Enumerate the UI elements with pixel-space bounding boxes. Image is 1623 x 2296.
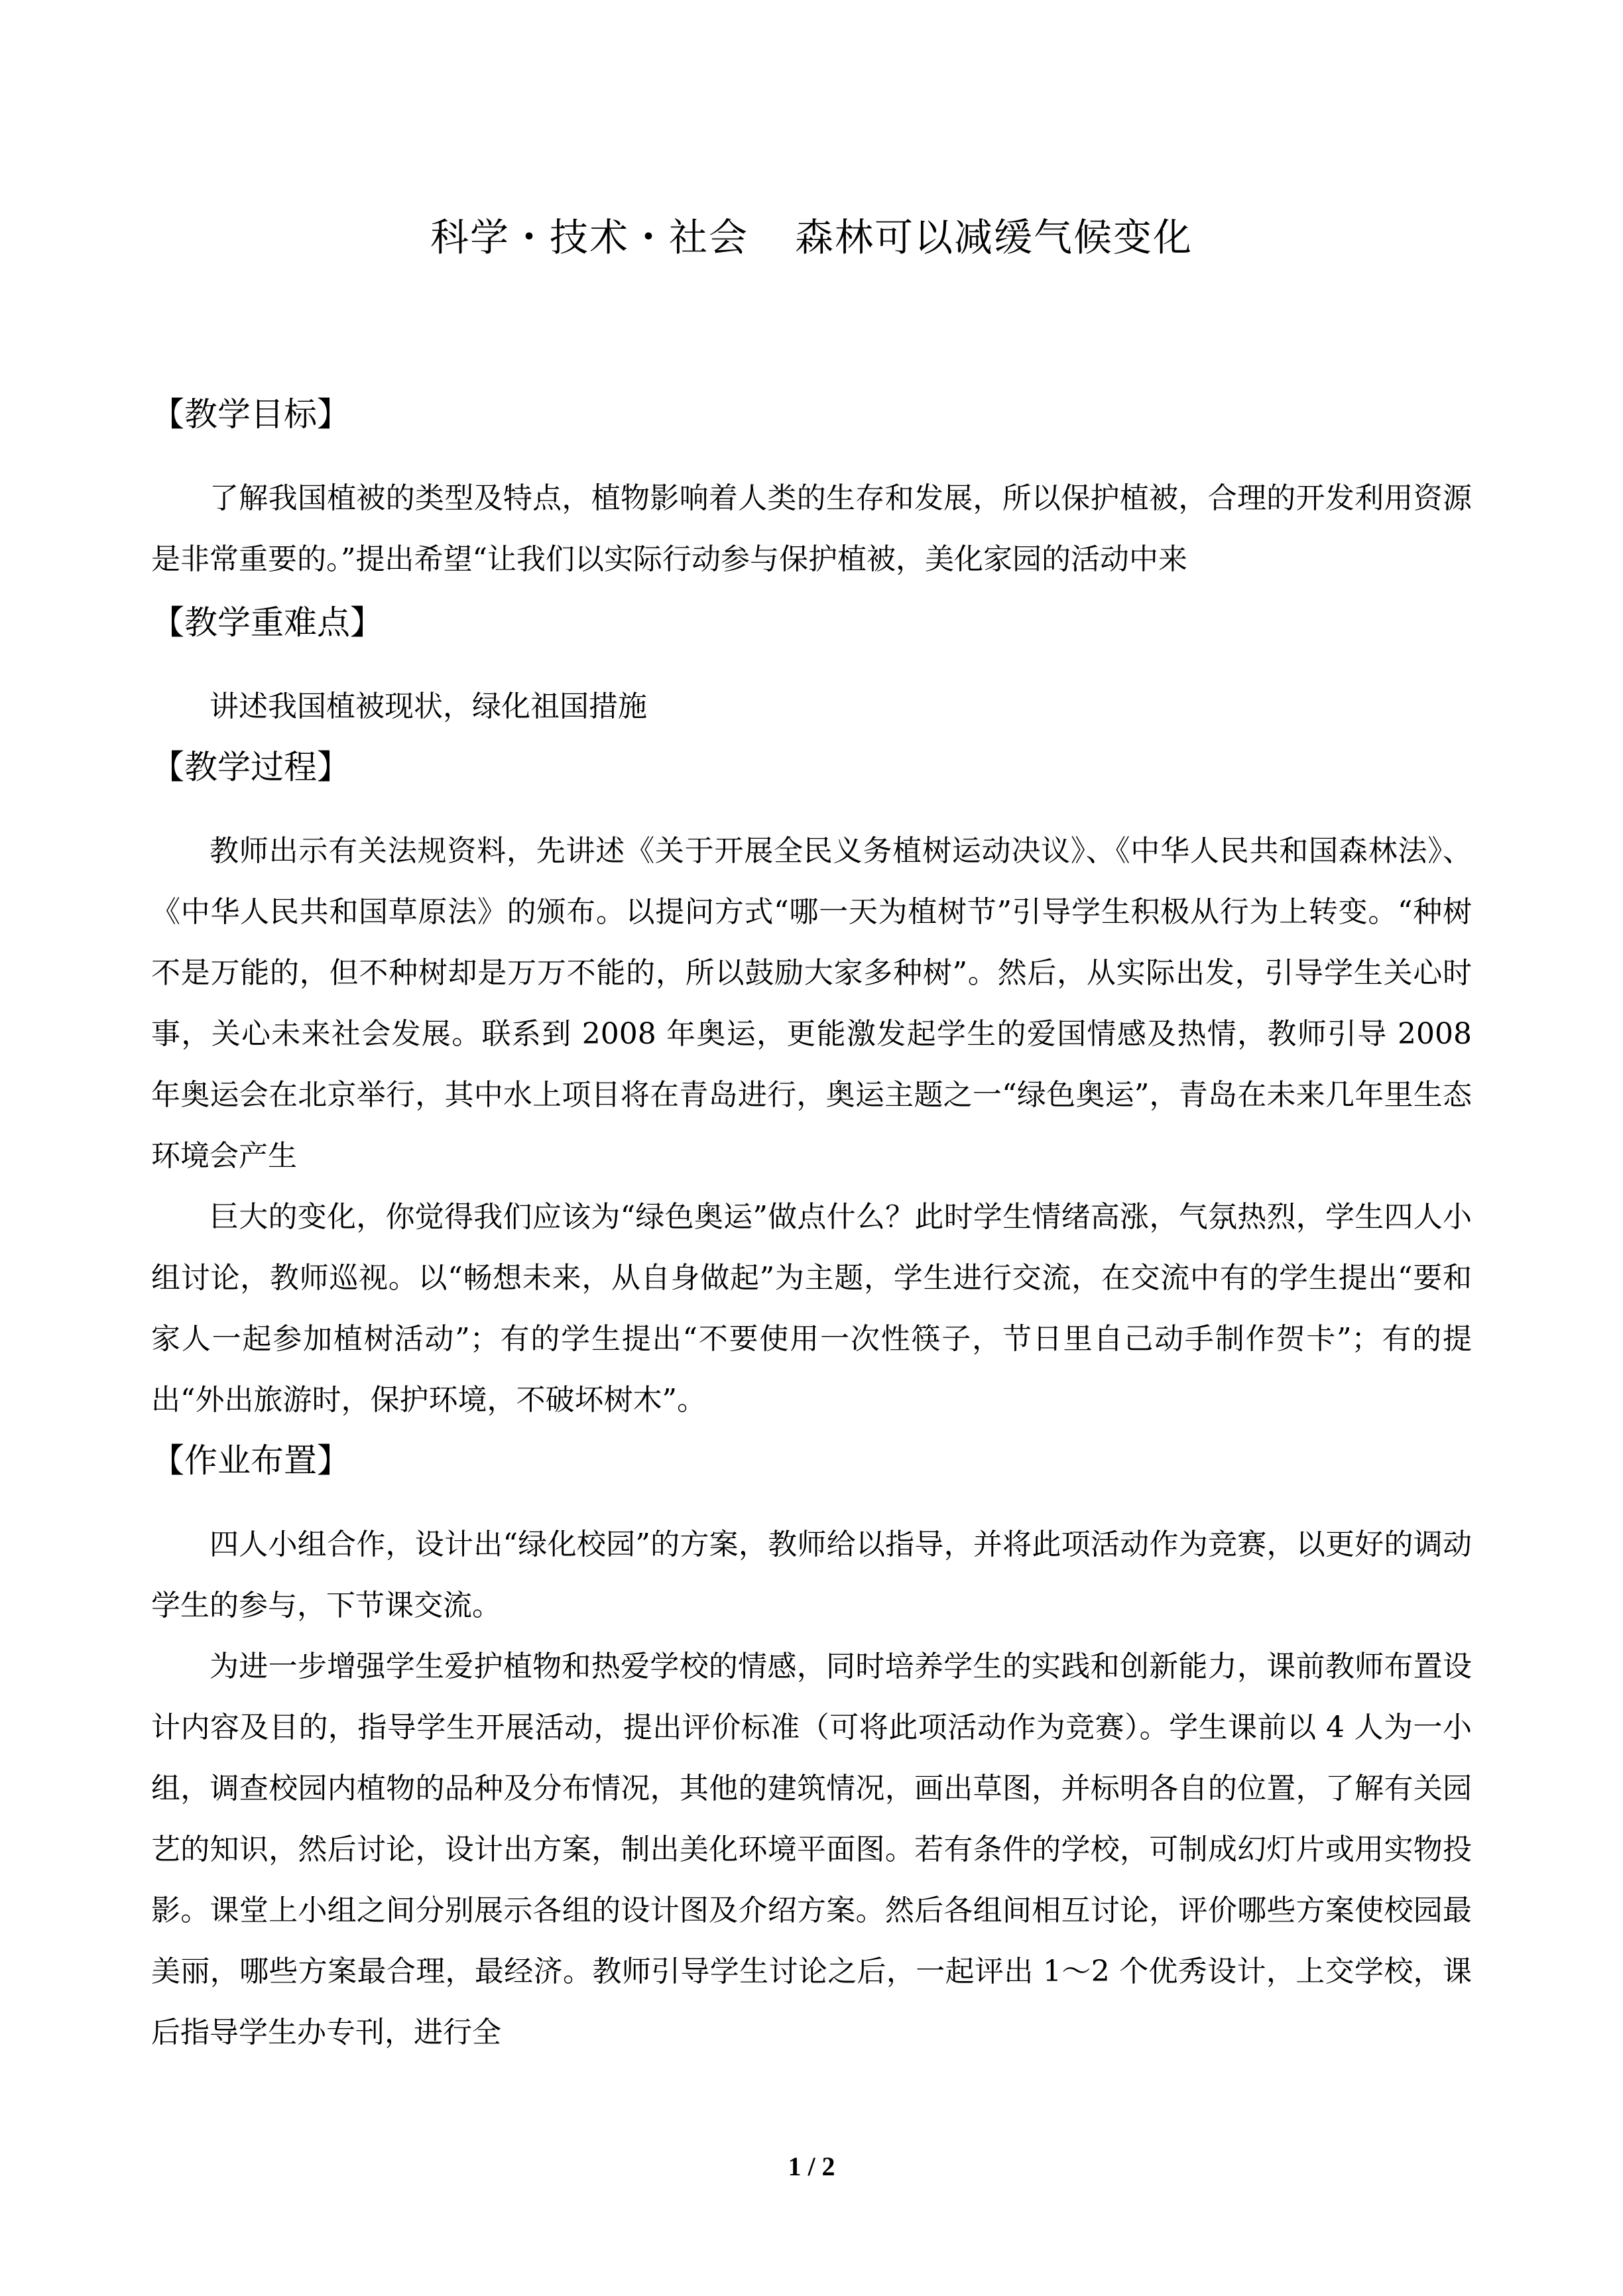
section-heading-goal: 【教学目标】	[151, 395, 350, 434]
document-title	[0, 211, 1623, 264]
homework-paragraph-2: 为进一步增强学生爱护植物和热爱学校的情感，同时培养学生的实践和创新能力，课前教师布置设计内容及目的，指导学生开展活动，提出评价标准（可将此项活动作为竞赛）。学生课前以 4 人为一小组，调查校园内植物的品种及分布情况，其他的建筑情况，画出草图，并标明各自的位置，了解有关园艺的知识，然后讨论，设计出方案，制出美化环境平面图。若有条件的学校，可制成幻灯片或用实物投影。课堂上小组之间分别展示各组的设计图及介绍方案。然后各组间相互讨论，评价哪些方案使校园最美丽，哪些方案最合理，最经济。教师引导学生讨论之后，一起评出 1～2 个优秀设计，上交学校，课后指导学生办专刊，进行全	[151, 1650, 1472, 2049]
section-heading-key-points: 【教学重难点】	[151, 603, 383, 642]
section-heading-homework: 【作业布置】	[151, 1441, 350, 1480]
title-topic: 森林可以减缓气候变化	[795, 215, 1193, 260]
page-number: 1 / 2	[788, 2151, 835, 2181]
title-subject: 科学・技术・社会	[430, 215, 749, 260]
key-points-paragraph: 讲述我国植被现状，绿化祖国措施	[210, 690, 647, 723]
document-body	[151, 385, 1472, 2063]
process-paragraph-2: 巨大的变化，你觉得我们应该为“绿色奥运”做点什么？此时学生情绪高涨，气氛热烈，学生四人小组讨论，教师巡视。以“畅想未来，从自身做起”为主题，学生进行交流，在交流中有的学生提出“要和家人一起参加植树活动”；有的学生提出“不要使用一次性筷子，节日里自己动手制作贺卡”；有的提出“外出旅游时，保护环境，不破坏树木”。	[151, 1200, 1472, 1417]
process-paragraph-1: 教师出示有关法规资料，先讲述《关于开展全民义务植树运动决议》、《中华人民共和国森林法》、《中华人民共和国草原法》的颁布。以提问方式“哪一天为植树节”引导学生积极从行为上转变。“种树不是万能的，但不种树却是万万不能的，所以鼓励大家多种树”。然后，从实际出发，引导学生关心时事，关心未来社会发展。联系到 2008 年奥运，更能激发起学生的爱国情感及热情，教师引导 2008 年奥运会在北京举行，其中水上项目将在青岛进行，奥运主题之一“绿色奥运”，青岛在未来几年里生态环境会产生	[151, 834, 1472, 1173]
section-heading-process: 【教学过程】	[151, 748, 350, 786]
homework-paragraph-1: 四人小组合作，设计出“绿化校园”的方案，教师给以指导，并将此项活动作为竞赛，以更好的调动学生的参与，下节课交流。	[151, 1528, 1473, 1622]
goal-paragraph: 了解我国植被的类型及特点，植物影响着人类的生存和发展，所以保护植被，合理的开发利用资源是非常重要的。”提出希望“让我们以实际行动参与保护植被，美化家园的活动中来	[151, 481, 1472, 576]
